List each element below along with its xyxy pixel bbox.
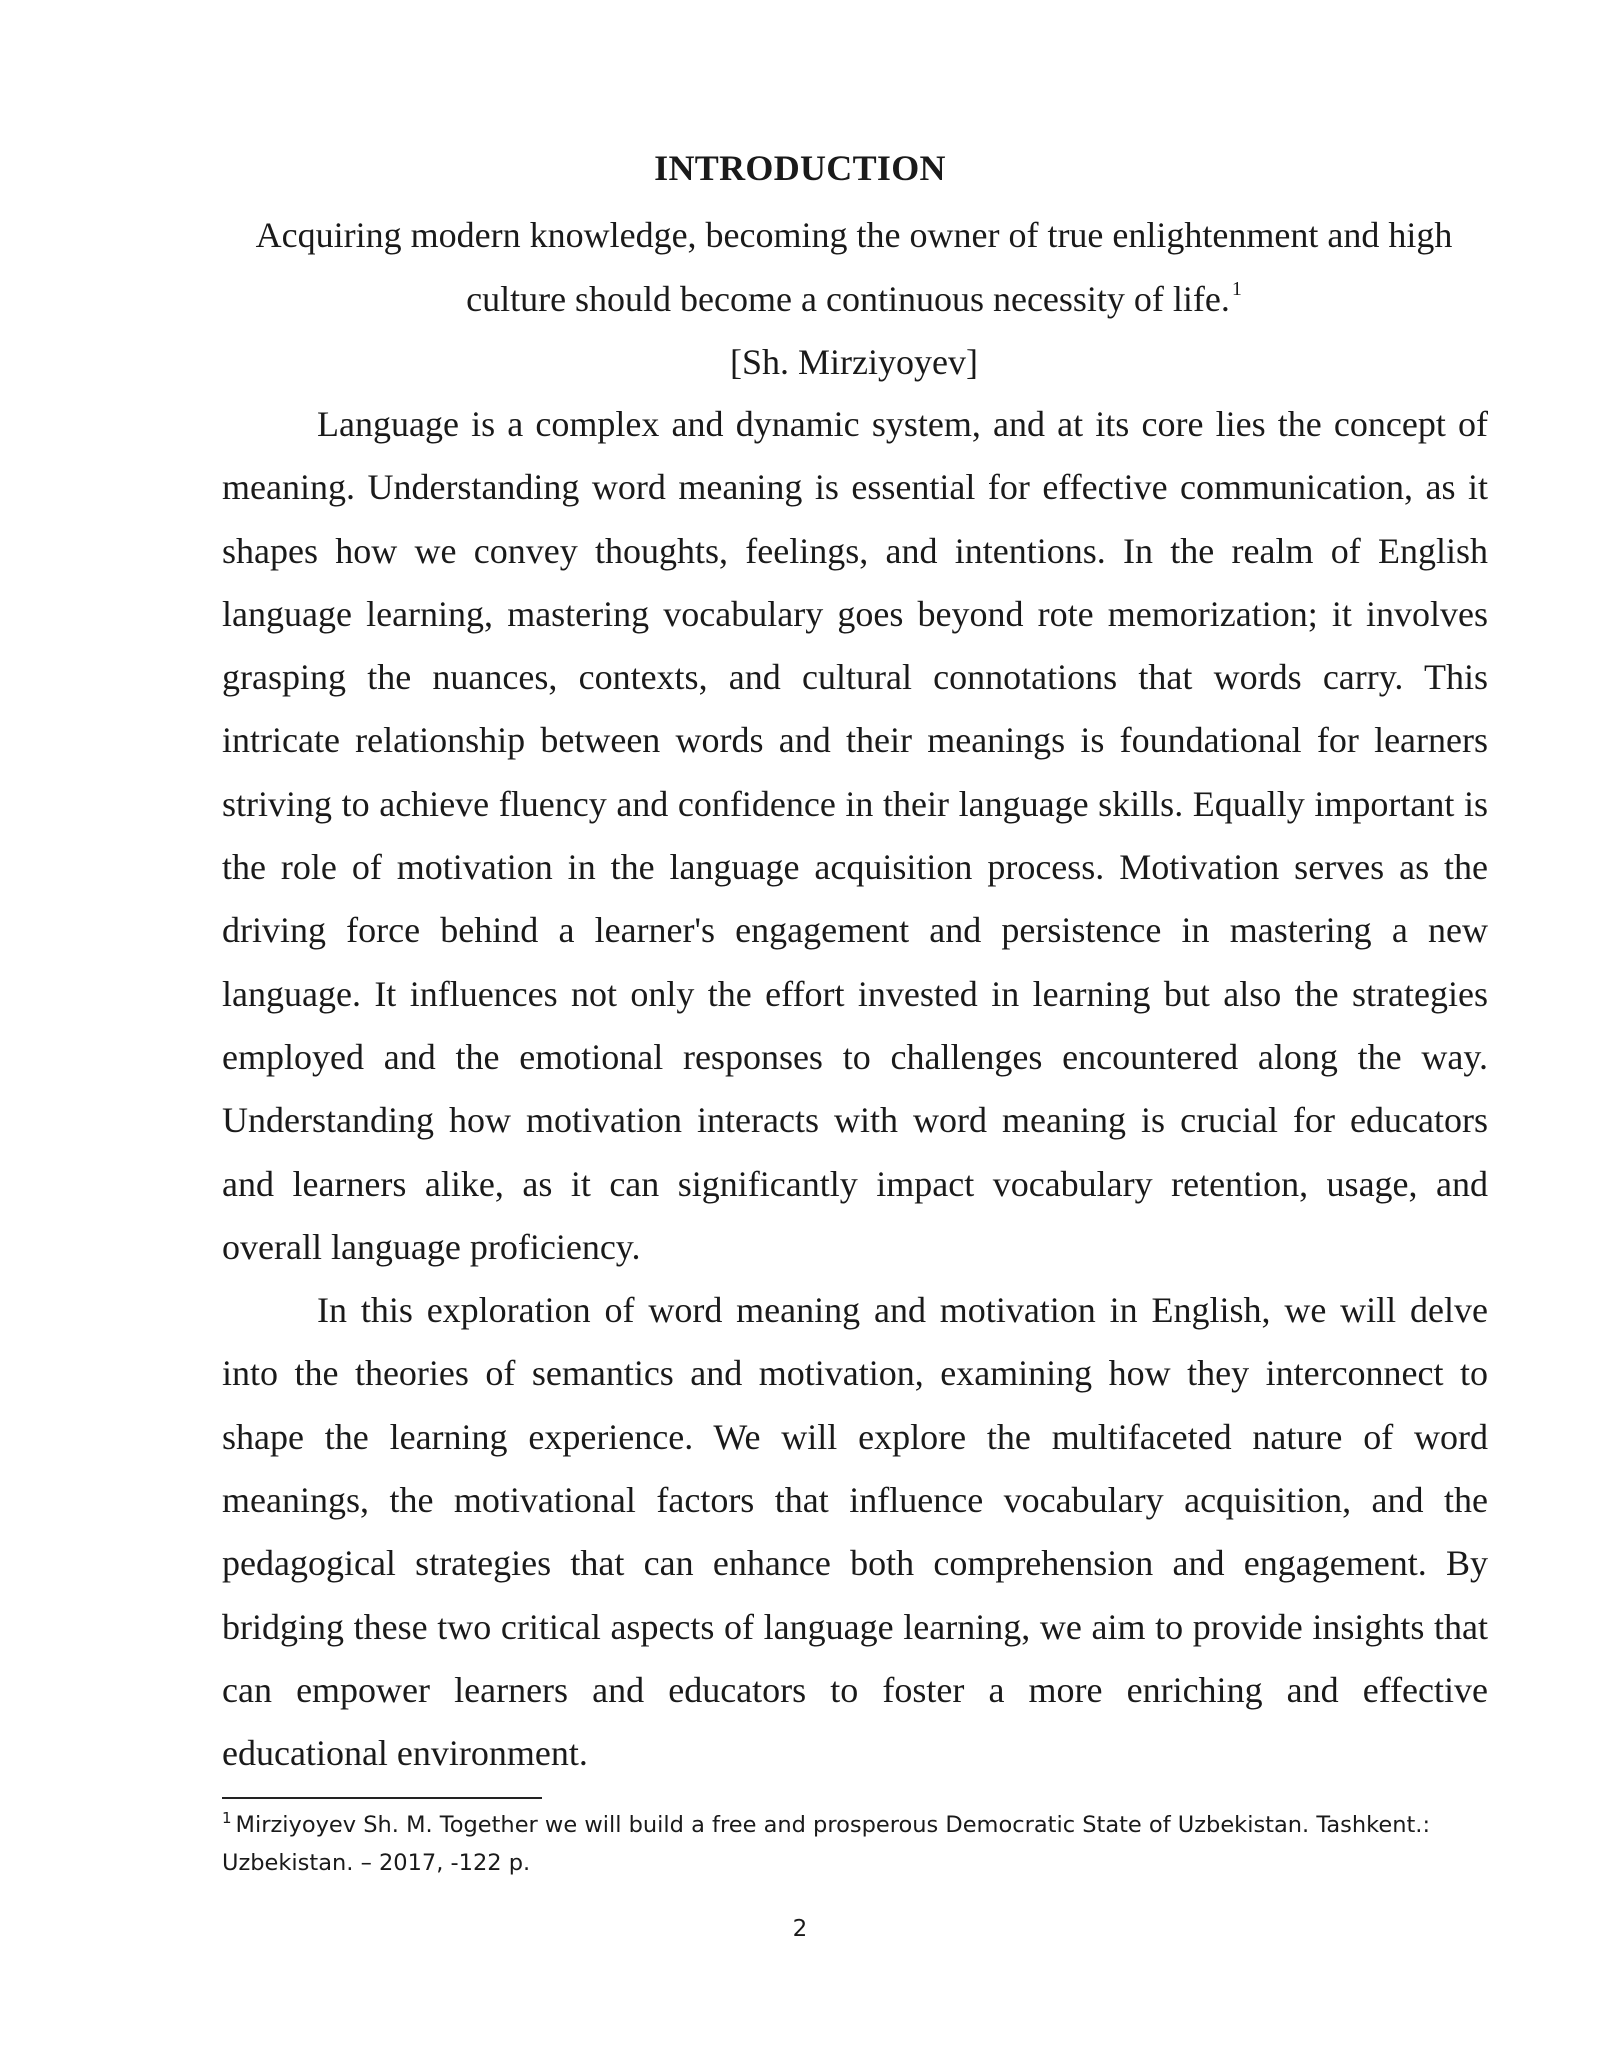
epigraph-line-2 [222, 268, 1486, 332]
epigraph-line-1: Acquiring modern knowledge, becoming the owner of true enlightenment and high [255, 215, 1453, 255]
epigraph-author: [Sh. Mirziyoyev] [730, 342, 978, 382]
footnote [222, 1806, 1492, 1882]
section-heading: INTRODUCTION [654, 148, 946, 188]
footnote-separator [222, 1797, 542, 1799]
footnote-text: Mirziyoyev Sh. M. Together we will build a free and prosperous Democratic State of Uzbekistan. Tashkent.: Uzbekistan. – 2017, -122 p. [222, 1812, 1431, 1876]
body-text [222, 393, 1488, 1786]
footnote-reference[interactable]: 1 [1231, 277, 1242, 300]
epigraph [222, 204, 1486, 395]
paragraph-1: Language is a complex and dynamic system, and at its core lies the concept of meaning. Understanding word meaning is essential for effective communication, as it shapes how we convey thoughts, feelings, and intentions. In the realm of English language learning, mastering vocabulary goes beyond rote memorization; it involves grasping the nuances, contexts, and cultural connotations that words carry. This intricate relationship between words and their meanings is foundational for learners striving to achieve fluency and confidence in their language skills. Equally important is the role of motivation in the language acquisition process. Motivation serves as the driving force behind a learner's engagement and persistence in mastering a new language. It influences not only the effort invested in learning but also the strategies employed and the emotional responses to challenges encountered along the way. Understanding how motivation interacts with word meaning is crucial for educators and learners alike, as it can significantly impact vocabulary retention, usage, and overall language proficiency. [222, 404, 1488, 1267]
paragraph-2: In this exploration of word meaning and motivation in English, we will delve into the theories of semantics and motivation, examining how they interconnect to shape the learning experience. We will explore the multifaceted nature of word meanings, the motivational factors that influence vocabulary acquisition, and the pedagogical strategies that can enhance both comprehension and engagement. By bridging these two critical aspects of language learning, we aim to provide insights that can empower learners and educators to foster a more enriching and effective educational environment. [222, 1290, 1488, 1774]
footnote-marker: 1 [222, 1809, 232, 1827]
epigraph-line-2-text: culture should become a continuous necessity of life. [466, 278, 1230, 319]
page-number: 2 [792, 1916, 808, 1942]
